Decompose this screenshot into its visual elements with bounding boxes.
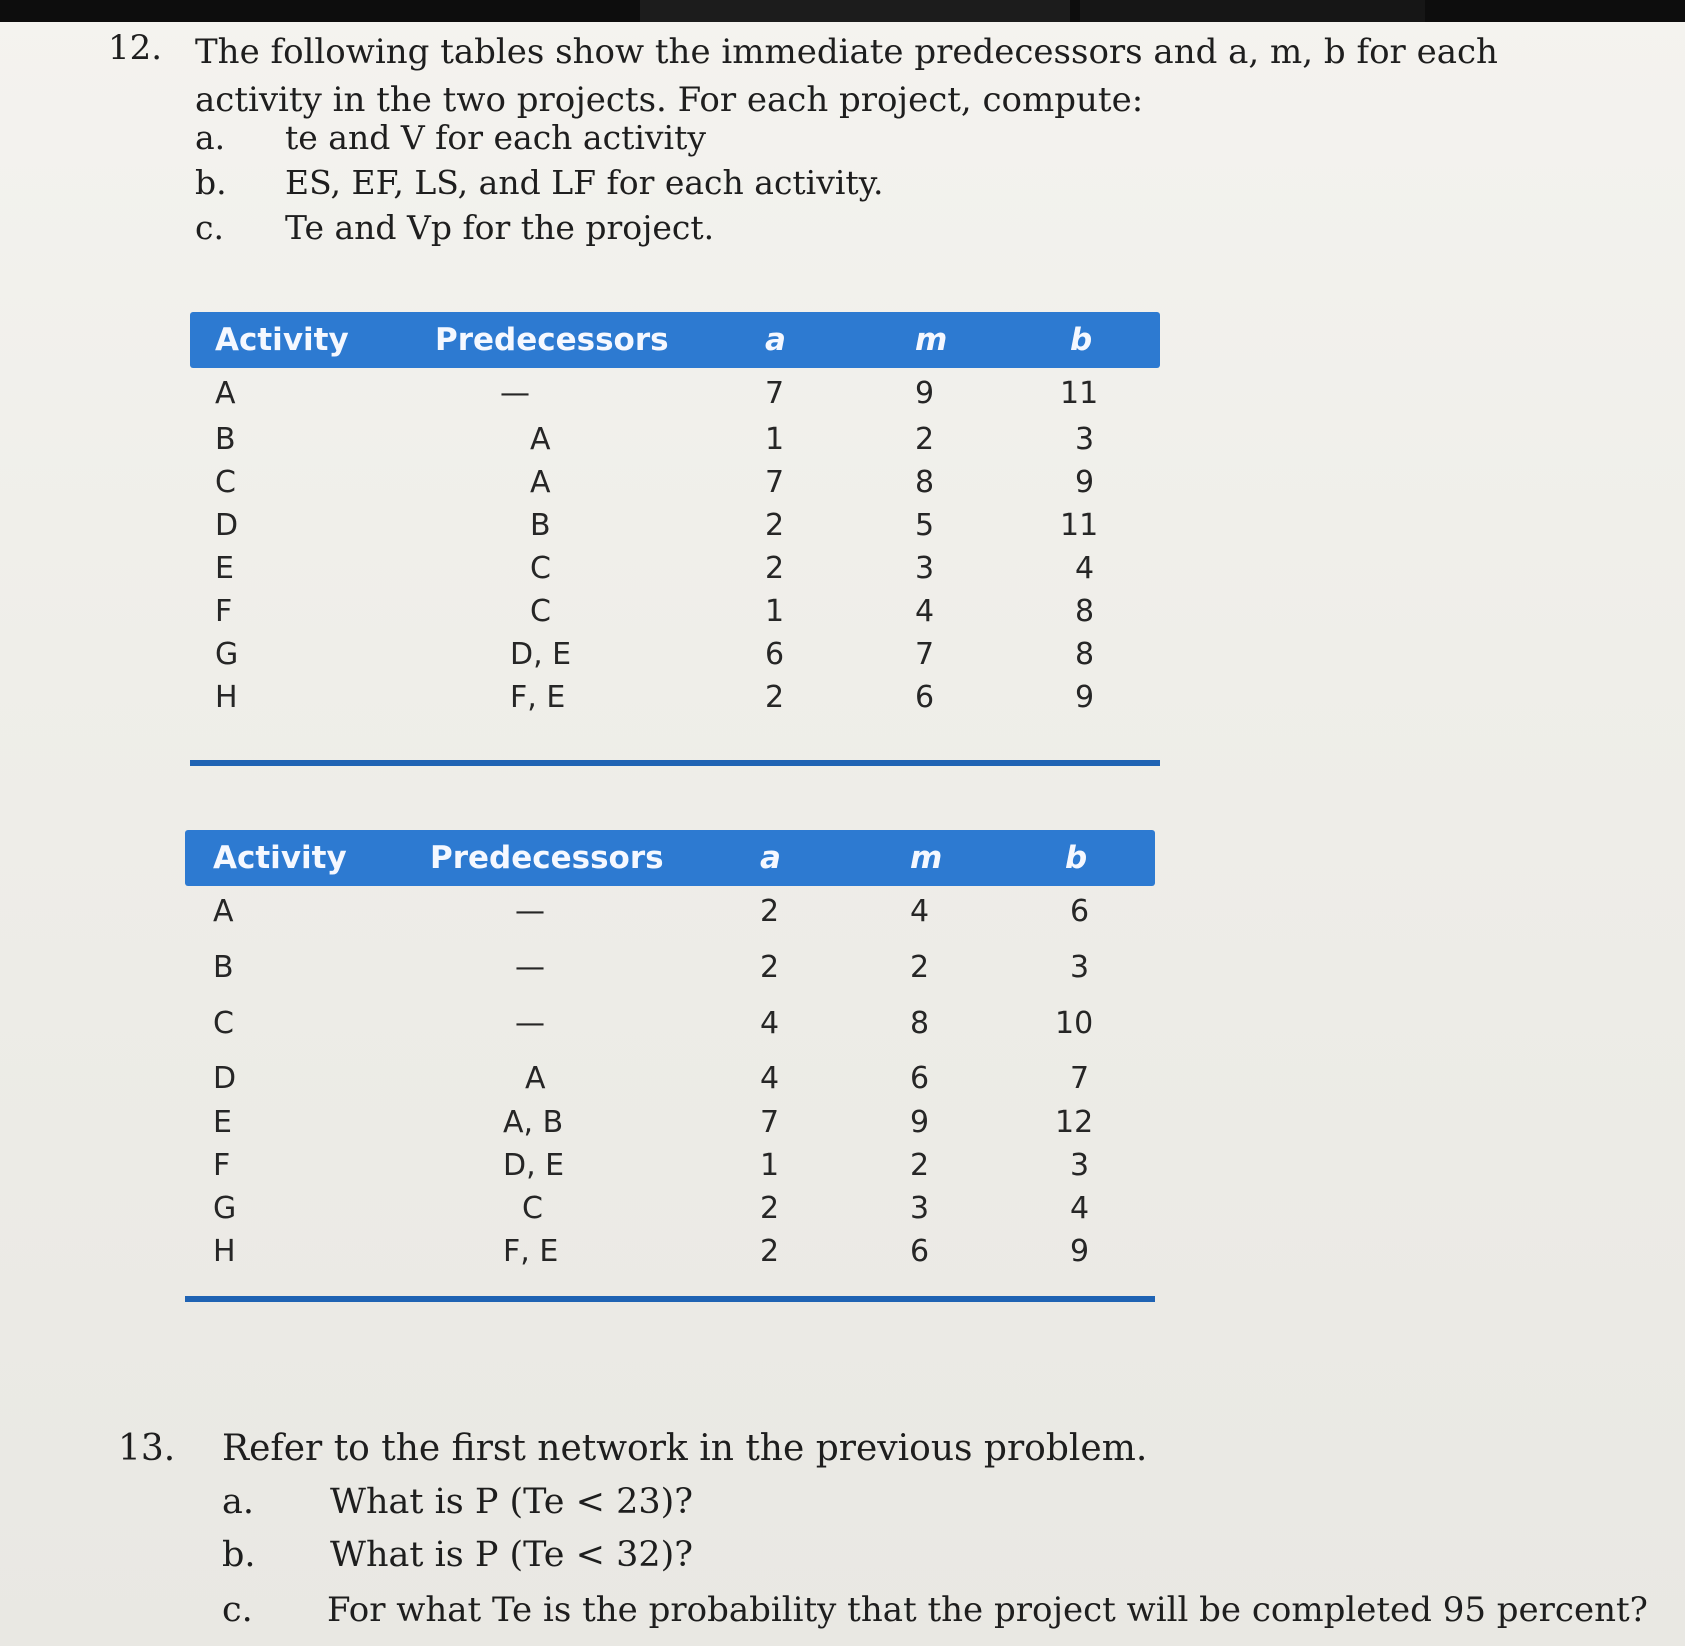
cell-activity: A [213,894,234,929]
cell-b: 12 [1055,1105,1094,1140]
cell-a: 2 [760,1191,780,1226]
table-row [190,465,1160,509]
cell-m: 8 [915,465,935,500]
header-a: a [760,840,781,876]
cell-predecessors: F, E [510,680,566,715]
cell-predecessors: — [515,894,545,929]
item-text: For what Te is the probability that the project will be completed 95 percent? [327,1590,1648,1630]
cell-m: 5 [915,508,935,543]
cell-activity: B [213,950,234,985]
cell-a: 4 [760,1061,780,1096]
cell-b: 4 [1070,1191,1090,1226]
cell-m: 2 [915,422,935,457]
cell-activity: D [215,508,239,543]
cell-activity: F [213,1148,231,1183]
table-header [190,312,1160,368]
cell-m: 6 [915,680,935,715]
table-row [185,1006,1155,1050]
cell-m: 3 [910,1191,930,1226]
project-2-table [185,830,1155,1310]
cell-b: 11 [1060,508,1099,543]
cell-activity: C [213,1006,234,1041]
cell-m: 7 [915,637,935,672]
cell-activity: H [215,680,238,715]
table-row [190,508,1160,552]
problem-13-text: Refer to the first network in the previous problem. [222,1428,1148,1469]
table-row [185,1148,1155,1192]
cell-m: 2 [910,1148,930,1183]
cell-predecessors: — [515,1006,545,1041]
table-row [190,680,1160,724]
cell-activity: E [215,551,234,586]
table-row [190,594,1160,638]
cell-m: 6 [910,1234,930,1269]
cell-activity: G [215,637,239,672]
cell-a: 1 [760,1148,780,1183]
cell-b: 3 [1070,950,1090,985]
cell-predecessors: A [525,1061,546,1096]
cell-a: 2 [765,551,785,586]
problem-12-text: The following tables show the immediate predecessors and a, m, b for each activity in the two projects. For each project, compute: [195,32,1498,120]
cell-activity: F [215,594,233,629]
cell-b: 8 [1075,637,1095,672]
item-text: te and V for each activity [285,118,706,157]
item-label: b. [195,163,227,202]
header-activity: Activity [213,840,347,876]
cell-a: 4 [760,1006,780,1041]
item-label: a. [222,1482,254,1522]
cell-predecessors: D, E [503,1148,565,1183]
cell-b: 4 [1075,551,1095,586]
cell-activity: A [215,376,236,411]
cell-predecessors: B [530,508,551,543]
cell-b: 6 [1070,894,1090,929]
cell-activity: E [213,1105,232,1140]
header-m: m [910,840,943,876]
project-1-table [190,312,1160,772]
cell-m: 8 [910,1006,930,1041]
cell-a: 2 [760,950,780,985]
cell-predecessors: — [515,950,545,985]
cell-b: 9 [1075,680,1095,715]
cell-a: 7 [765,376,785,411]
cell-b: 7 [1070,1061,1090,1096]
cell-m: 9 [915,376,935,411]
cell-activity: B [215,422,236,457]
problem-13-number: 13. [118,1428,176,1469]
cell-b: 8 [1075,594,1095,629]
cell-predecessors: F, E [503,1234,559,1269]
header-predecessors: Predecessors [435,322,669,358]
cell-a: 7 [765,465,785,500]
cell-predecessors: A [530,422,551,457]
cell-a: 6 [765,637,785,672]
header-b: b [1065,840,1088,876]
cell-m: 4 [915,594,935,629]
header-b: b [1070,322,1093,358]
header-activity: Activity [215,322,349,358]
cell-m: 6 [910,1061,930,1096]
cell-m: 2 [910,950,930,985]
cell-a: 7 [760,1105,780,1140]
table-row [185,1061,1155,1105]
item-text: ES, EF, LS, and LF for each activity. [285,163,884,202]
cell-b: 3 [1075,422,1095,457]
cell-m: 9 [910,1105,930,1140]
table-row [190,422,1160,466]
item-label: a. [195,118,226,157]
cell-b: 3 [1070,1148,1090,1183]
item-text: What is P (Te < 32)? [330,1535,694,1575]
table-bottom-rule [185,1296,1155,1302]
top-dark-edge [0,0,1685,22]
cell-predecessors: C [522,1191,543,1226]
table-row [190,376,1160,420]
table-row [185,1191,1155,1235]
item-label: c. [222,1590,253,1630]
cell-b: 9 [1070,1234,1090,1269]
table-bottom-rule [190,760,1160,766]
item-label: b. [222,1535,256,1575]
cell-predecessors: — [500,376,530,411]
item-text: What is P (Te < 23)? [330,1482,694,1522]
cell-activity: H [213,1234,236,1269]
cell-predecessors: A, B [503,1105,564,1140]
header-a: a [765,322,786,358]
table-row [190,551,1160,595]
cell-activity: C [215,465,236,500]
cell-a: 1 [765,422,785,457]
table-header [185,830,1155,886]
cell-a: 2 [765,508,785,543]
cell-b: 10 [1055,1006,1094,1041]
cell-b: 11 [1060,376,1099,411]
cell-predecessors: A [530,465,551,500]
item-text: Te and Vp for the project. [285,208,715,247]
problem-12-number: 12. [108,28,163,68]
cell-activity: D [213,1061,237,1096]
cell-a: 2 [760,894,780,929]
cell-a: 2 [765,680,785,715]
table-row [190,637,1160,681]
cell-activity: G [213,1191,237,1226]
table-row [185,894,1155,938]
table-row [185,1234,1155,1278]
cell-m: 4 [910,894,930,929]
header-m: m [915,322,948,358]
cell-b: 9 [1075,465,1095,500]
cell-m: 3 [915,551,935,586]
header-predecessors: Predecessors [430,840,664,876]
cell-a: 2 [760,1234,780,1269]
table-row [185,1105,1155,1149]
cell-predecessors: C [530,551,551,586]
cell-a: 1 [765,594,785,629]
item-label: c. [195,208,224,247]
table-row [185,950,1155,994]
cell-predecessors: C [530,594,551,629]
cell-predecessors: D, E [510,637,572,672]
